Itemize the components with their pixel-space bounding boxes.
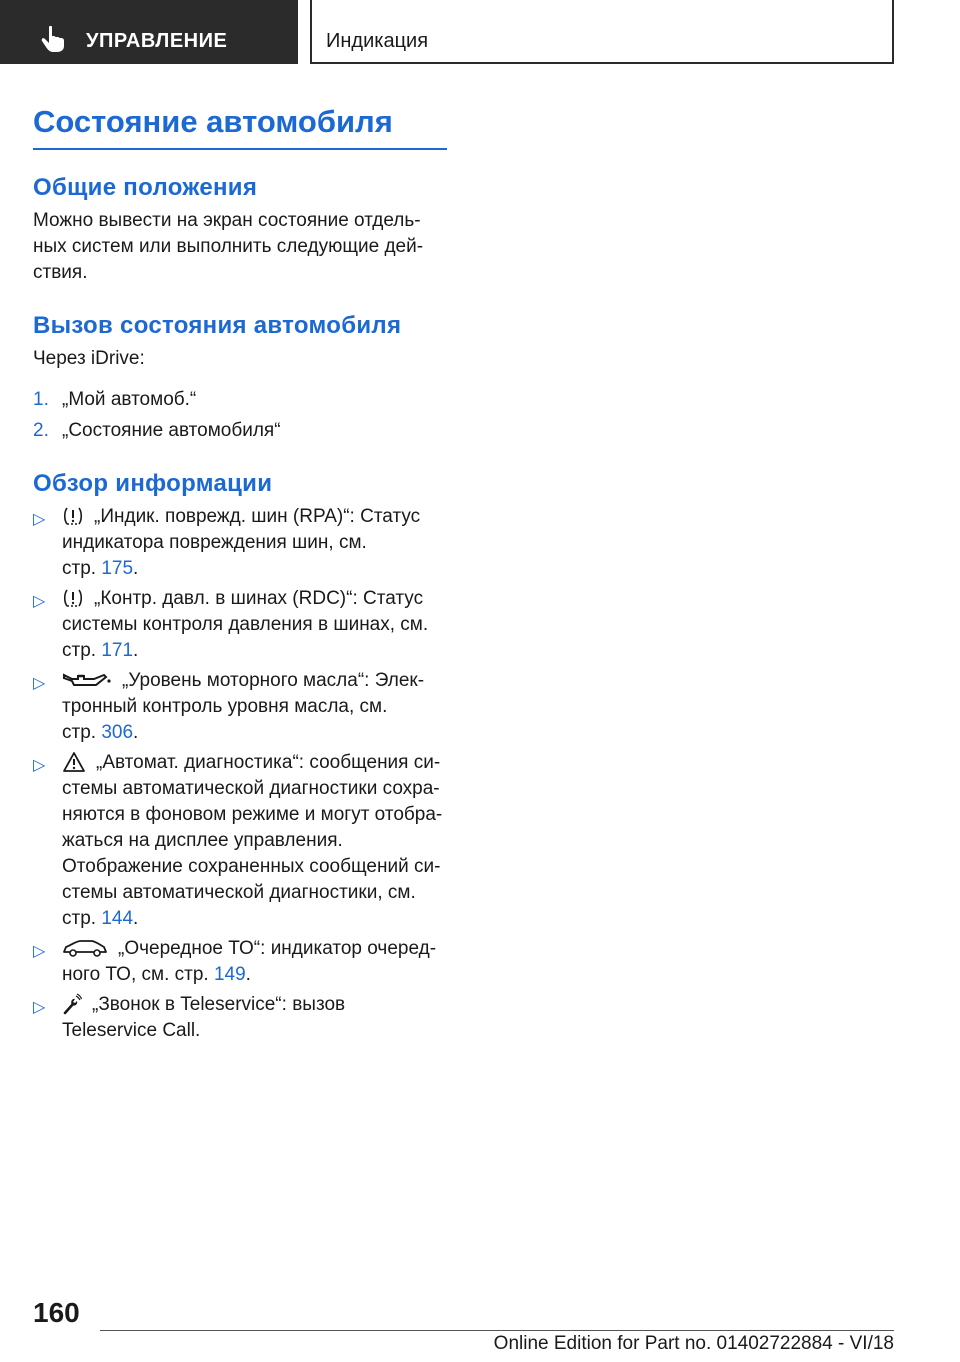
page-link[interactable]: 306 <box>101 722 134 743</box>
general-heading: Общие положения <box>33 174 258 201</box>
item-text: стемы автоматической диагностики, см. <box>62 882 416 903</box>
step-number: 1. <box>33 389 49 410</box>
service-car-icon <box>62 937 108 959</box>
item-text: „Индик. поврежд. шин (RPA)“: Статус <box>94 506 421 527</box>
section-tab-label: УПРАВЛЕНИЕ <box>86 30 228 52</box>
list-bullet: ▷ <box>33 593 46 610</box>
general-line: ных систем или выполнить следующие дей- <box>33 236 424 257</box>
list-item <box>62 992 452 1044</box>
page-link[interactable]: 149 <box>213 964 246 985</box>
step-text: „Состояние автомобиля“ <box>62 420 281 441</box>
item-text: няются в фоновом режиме и могут отобра- <box>62 804 443 825</box>
item-text: „Автомат. диагностика“: сообщения си- <box>96 752 441 773</box>
item-text: Отображение сохраненных сообщений си- <box>62 856 441 877</box>
overview-heading: Обзор информации <box>33 470 273 497</box>
page-link[interactable]: 171 <box>101 640 134 661</box>
call-heading: Вызов состояния автомобиля <box>33 312 402 339</box>
list-item <box>62 586 452 664</box>
item-text: тронный контроль уровня масла, см. <box>62 696 388 717</box>
general-line: ствия. <box>33 262 88 283</box>
item-tail: . <box>133 908 139 929</box>
item-text: стемы автоматической диагностики сохра- <box>62 778 440 799</box>
item-text: индикатора повреждения шин, см. <box>62 532 367 553</box>
item-text: „Уровень моторного масла“: Элек- <box>122 670 425 691</box>
list-bullet: ▷ <box>33 675 46 692</box>
item-text: стр. <box>62 640 102 661</box>
item-tail: . <box>245 964 251 985</box>
tire-pressure-monitor-icon <box>62 587 84 609</box>
chapter-tab[interactable] <box>310 0 894 64</box>
edition-footer: Online Edition for Part no. 01402722884 - VI/18 <box>493 1333 894 1354</box>
footer-rule <box>100 1330 894 1331</box>
item-text: жаться на дисплее управления. <box>62 830 343 851</box>
list-bullet: ▷ <box>33 757 46 774</box>
step-number: 2. <box>33 420 49 441</box>
item-text: „Контр. давл. в шинах (RDC)“: Статус <box>94 588 424 609</box>
page-link[interactable]: 175 <box>101 558 134 579</box>
list-bullet: ▷ <box>33 999 46 1016</box>
general-line: Можно вывести на экран состояние отдель- <box>33 210 421 231</box>
item-tail: . <box>133 640 139 661</box>
list-bullet: ▷ <box>33 511 46 528</box>
item-text: „Очередное ТО“: индикатор очеред- <box>118 938 437 959</box>
item-tail: . <box>133 558 139 579</box>
list-item <box>62 750 452 932</box>
oil-can-icon <box>62 669 112 691</box>
list-item <box>62 668 452 746</box>
page-link[interactable]: 144 <box>101 908 134 929</box>
item-text: ного ТО, см. стр. <box>62 964 214 985</box>
list-item <box>62 936 452 988</box>
item-text: стр. <box>62 908 102 929</box>
step-text: „Мой автомоб.“ <box>62 389 197 410</box>
item-tail: . <box>133 722 139 743</box>
chapter-tab-label: Индикация <box>326 30 429 52</box>
item-text: стр. <box>62 722 102 743</box>
warning-triangle-icon <box>62 751 86 773</box>
item-text: „Звонок в Teleservice“: вызов <box>92 994 346 1015</box>
hand-pointer-icon <box>40 25 66 53</box>
title-rule <box>33 148 447 150</box>
item-text: Teleservice Call. <box>62 1020 201 1041</box>
item-text: системы контроля давления в шинах, см. <box>62 614 429 635</box>
section-tab[interactable] <box>0 0 298 64</box>
teleservice-wrench-icon <box>62 993 82 1015</box>
item-text: стр. <box>62 558 102 579</box>
list-item <box>62 504 452 582</box>
tire-pressure-warning-icon <box>62 505 84 527</box>
list-bullet: ▷ <box>33 943 46 960</box>
general-paragraph <box>33 208 447 286</box>
page-title: Состояние автомобиля <box>33 104 393 139</box>
page-number: 160 <box>33 1297 80 1328</box>
call-intro: Через iDrive: <box>33 348 145 369</box>
